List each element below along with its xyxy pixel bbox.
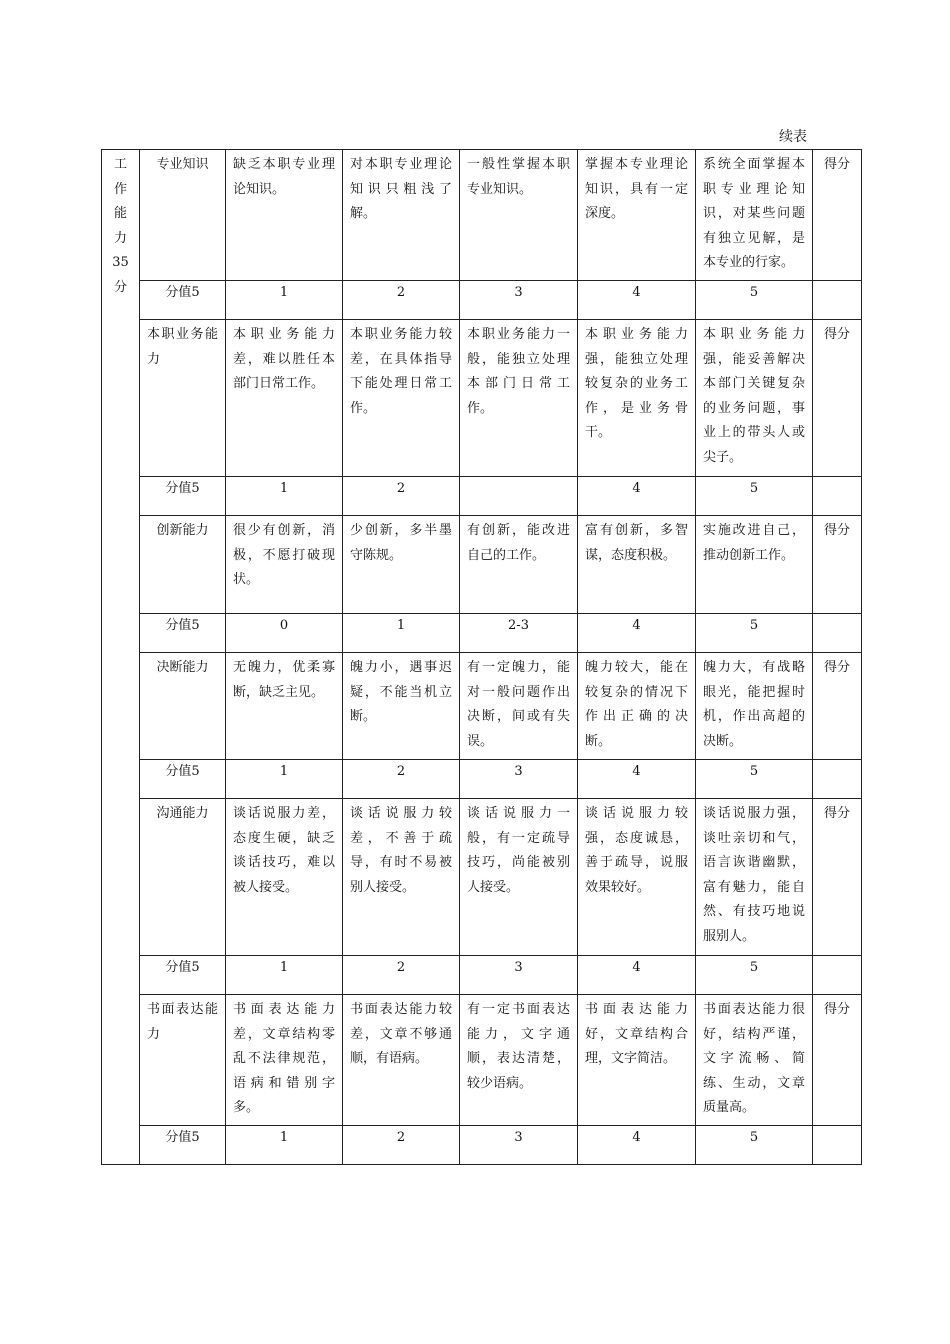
item-name: 书面表达能力 — [140, 995, 226, 1126]
score-row-label: 分值5 — [140, 1126, 226, 1165]
score-value: 5 — [696, 956, 813, 995]
level-4-desc: 掌握本专业理论知识，具有一定深度。 — [578, 150, 696, 281]
score-value: 4 — [578, 281, 696, 320]
score-row — [102, 760, 862, 799]
score-value: 5 — [696, 760, 813, 799]
score-input-cell[interactable] — [813, 477, 862, 516]
score-input-cell[interactable] — [813, 956, 862, 995]
score-row-label: 分值5 — [140, 760, 226, 799]
score-row-label: 分值5 — [140, 614, 226, 653]
category-cell: 工 作 能 力 35 分 — [102, 150, 140, 1165]
level-1-desc: 本职业务能力差，难以胜任本部门日常工作。 — [226, 320, 343, 477]
score-input-cell[interactable] — [813, 760, 862, 799]
item-name: 专业知识 — [140, 150, 226, 281]
score-value: 2 — [343, 1126, 460, 1165]
score-value — [460, 477, 578, 516]
score-value: 2 — [343, 956, 460, 995]
item-name: 沟通能力 — [140, 799, 226, 956]
evaluation-table — [101, 149, 862, 1165]
score-value: 1 — [226, 281, 343, 320]
score-value: 2-3 — [460, 614, 578, 653]
score-value: 3 — [460, 281, 578, 320]
level-4-desc: 富有创新，多智谋，态度积极。 — [578, 516, 696, 614]
item-name: 本职业务能力 — [140, 320, 226, 477]
level-5-desc: 书面表达能力很好，结构严谨，文字流畅、简练、生动，文章质量高。 — [696, 995, 813, 1126]
level-5-desc: 实施改进自己，推动创新工作。 — [696, 516, 813, 614]
table-row — [102, 516, 862, 614]
table-row — [102, 653, 862, 760]
level-4-desc: 书面表达能力好，文章结构合理，文字简洁。 — [578, 995, 696, 1126]
score-value: 5 — [696, 477, 813, 516]
score-value: 1 — [226, 760, 343, 799]
level-3-desc: 谈话说服力一般，有一定疏导技巧，尚能被别人接受。 — [460, 799, 578, 956]
level-5-desc: 本职业务能力强，能妥善解决本部门关键复杂的业务问题，事业上的带头人或尖子。 — [696, 320, 813, 477]
level-3-desc: 有一定书面表达能力，文字通顺，表达清楚，较少语病。 — [460, 995, 578, 1126]
score-row-label: 分值5 — [140, 477, 226, 516]
score-input-cell[interactable] — [813, 614, 862, 653]
score-value: 5 — [696, 281, 813, 320]
table-row — [102, 150, 862, 281]
level-2-desc: 书面表达能力较差，文章不够通顺，有语病。 — [343, 995, 460, 1126]
item-name: 创新能力 — [140, 516, 226, 614]
score-value: 1 — [226, 1126, 343, 1165]
score-value: 0 — [226, 614, 343, 653]
level-5-desc: 系统全面掌握本职专业理论知识，对某些问题有独立见解，是本专业的行家。 — [696, 150, 813, 281]
score-row — [102, 1126, 862, 1165]
level-3-desc: 本职业务能力一般，能独立处理本部门日常工作。 — [460, 320, 578, 477]
level-1-desc: 很少有创新，消极，不愿打破现状。 — [226, 516, 343, 614]
level-4-desc: 本职业务能力强，能独立处理较复杂的业务工作，是业务骨干。 — [578, 320, 696, 477]
score-value: 3 — [460, 956, 578, 995]
score-input-cell[interactable] — [813, 281, 862, 320]
score-value: 1 — [226, 477, 343, 516]
level-1-desc: 谈话说服力差，态度生硬，缺乏谈话技巧，难以被人接受。 — [226, 799, 343, 956]
score-row — [102, 956, 862, 995]
level-1-desc: 书面表达能力差，文章结构零乱不法律规范，语病和错别字多。 — [226, 995, 343, 1126]
score-value: 5 — [696, 1126, 813, 1165]
level-3-desc: 一般性掌握本职专业知识。 — [460, 150, 578, 281]
item-name: 决断能力 — [140, 653, 226, 760]
level-2-desc: 对本职专业理论知识只粗浅了解。 — [343, 150, 460, 281]
score-value: 2 — [343, 760, 460, 799]
table-row — [102, 320, 862, 477]
score-value: 2 — [343, 281, 460, 320]
level-2-desc: 本职业务能力较差，在具体指导下能处理日常工作。 — [343, 320, 460, 477]
level-5-desc: 谈话说服力强，谈吐亲切和气，语言诙谐幽默，富有魅力，能自然、有技巧地说服别人。 — [696, 799, 813, 956]
score-input-cell[interactable] — [813, 1126, 862, 1165]
score-value: 4 — [578, 1126, 696, 1165]
continued-label: 续表 — [779, 129, 807, 145]
level-1-desc: 无魄力，优柔寡断，缺乏主见。 — [226, 653, 343, 760]
score-row — [102, 477, 862, 516]
level-2-desc: 谈话说服力较差，不善于疏导，有时不易被别人接受。 — [343, 799, 460, 956]
table-row — [102, 995, 862, 1126]
score-value: 3 — [460, 760, 578, 799]
score-label: 得分 — [813, 799, 862, 956]
score-value: 1 — [226, 956, 343, 995]
score-label: 得分 — [813, 320, 862, 477]
level-5-desc: 魄力大，有战略眼光，能把握时机，作出高超的决断。 — [696, 653, 813, 760]
level-4-desc: 谈话说服力较强，态度诚恳，善于疏导，说服效果较好。 — [578, 799, 696, 956]
score-label: 得分 — [813, 995, 862, 1126]
level-4-desc: 魄力较大，能在较复杂的情况下作出正确的决断。 — [578, 653, 696, 760]
score-row-label: 分值5 — [140, 281, 226, 320]
level-2-desc: 魄力小，遇事迟疑，不能当机立断。 — [343, 653, 460, 760]
score-value: 2 — [343, 477, 460, 516]
level-1-desc: 缺乏本职专业理论知识。 — [226, 150, 343, 281]
score-value: 4 — [578, 956, 696, 995]
score-value: 5 — [696, 614, 813, 653]
score-value: 1 — [343, 614, 460, 653]
score-label: 得分 — [813, 653, 862, 760]
score-row-label: 分值5 — [140, 956, 226, 995]
level-3-desc: 有创新，能改进自己的工作。 — [460, 516, 578, 614]
score-row — [102, 281, 862, 320]
score-value: 4 — [578, 760, 696, 799]
score-label: 得分 — [813, 150, 862, 281]
score-value: 4 — [578, 477, 696, 516]
level-2-desc: 少创新，多半墨守陈规。 — [343, 516, 460, 614]
table-row — [102, 799, 862, 956]
score-value: 4 — [578, 614, 696, 653]
score-value: 3 — [460, 1126, 578, 1165]
level-3-desc: 有一定魄力，能对一般问题作出决断，间或有失误。 — [460, 653, 578, 760]
score-row — [102, 614, 862, 653]
score-label: 得分 — [813, 516, 862, 614]
